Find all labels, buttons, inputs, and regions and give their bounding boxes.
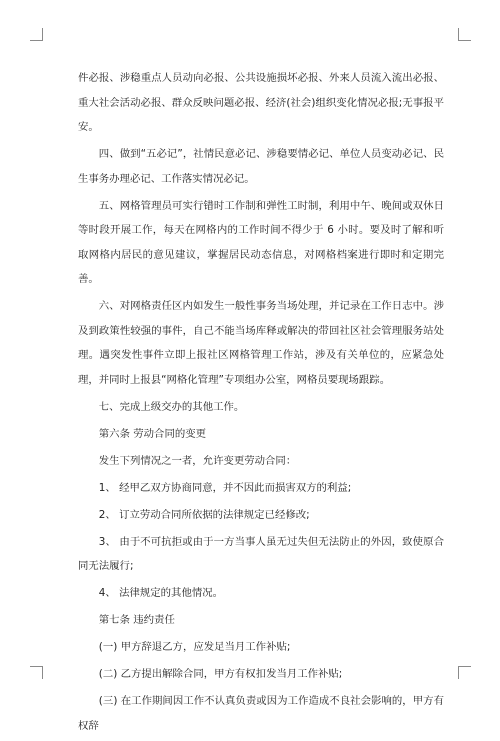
section-heading: 第六条 劳动合同的变更 — [98, 427, 207, 440]
list-item: (三) 在工作期间因工作不认真负责或因为工作造成不良社会影响的，甲方有权辞 — [78, 695, 444, 732]
crop-mark-top-right — [458, 28, 471, 41]
document-body — [78, 66, 444, 741]
crop-mark-bottom-left — [30, 666, 43, 679]
list-item: 1、 经甲乙双方协商同意，并不因此而损害双方的利益; — [98, 481, 352, 494]
crop-mark-bottom-right — [458, 666, 471, 679]
paragraph: 发生下列情况之一者，允许变更劳动合同： — [98, 454, 297, 467]
crop-mark-top-left — [30, 28, 43, 41]
list-item: 4、 法律规定的其他情况。 — [98, 587, 224, 599]
list-item: 3、 由于不可抗拒或由于一方当事人虽无过失但无法防止的外因，致使原合同无法履行; — [78, 535, 444, 572]
section-heading: 第七条 违约责任 — [98, 614, 175, 626]
paragraph: 件必报、涉稳重点人员动向必报、公共设施损坏必报、外来人员流入流出必报、重大社会活动必报、群众反映问题必报、经济(社会)组织变化情况必报;无事报平安。 — [78, 72, 444, 133]
list-item: 2、 订立劳动合同所依据的法律规定已经修改; — [98, 508, 310, 521]
paragraph: 五、网格管理员可实行错时工作制和弹性工时制，利用中午、晚间或双休日等时段开展工作，每天在网格内的工作时间不得少于 6 小时。要及时了解和听取网格内居民的意见建议，掌握居民动态信息，对网格档案进行即时和定期完善。 — [78, 199, 444, 285]
paragraph: 六、对网格责任区内如发生一般性事务当场处理，并记录在工作日志中。涉及到政策性较强的事件，自己不能当场库释或解决的带回社区社会管理服务站处理。遇突发性事件立即上报社区网格管理工作站，涉及有关单位的，应紧急处理，并同时上报县“网格化管理”专项组办公室，网格员要现场跟踪。 — [78, 300, 444, 386]
list-item: (一) 甲方辞退乙方，应发足当月工作补贴; — [98, 641, 291, 653]
paragraph: 七、完成上级交办的其他工作。 — [98, 400, 245, 413]
list-item: (二) 乙方提出解除合同，甲方有权扣发当月工作补贴; — [98, 668, 343, 680]
paragraph: 四、做到“五必记”，社情民意必记、涉稳要情必记、单位人员变动必记、民生事务办理必记、工作落实情况必记。 — [78, 148, 444, 185]
